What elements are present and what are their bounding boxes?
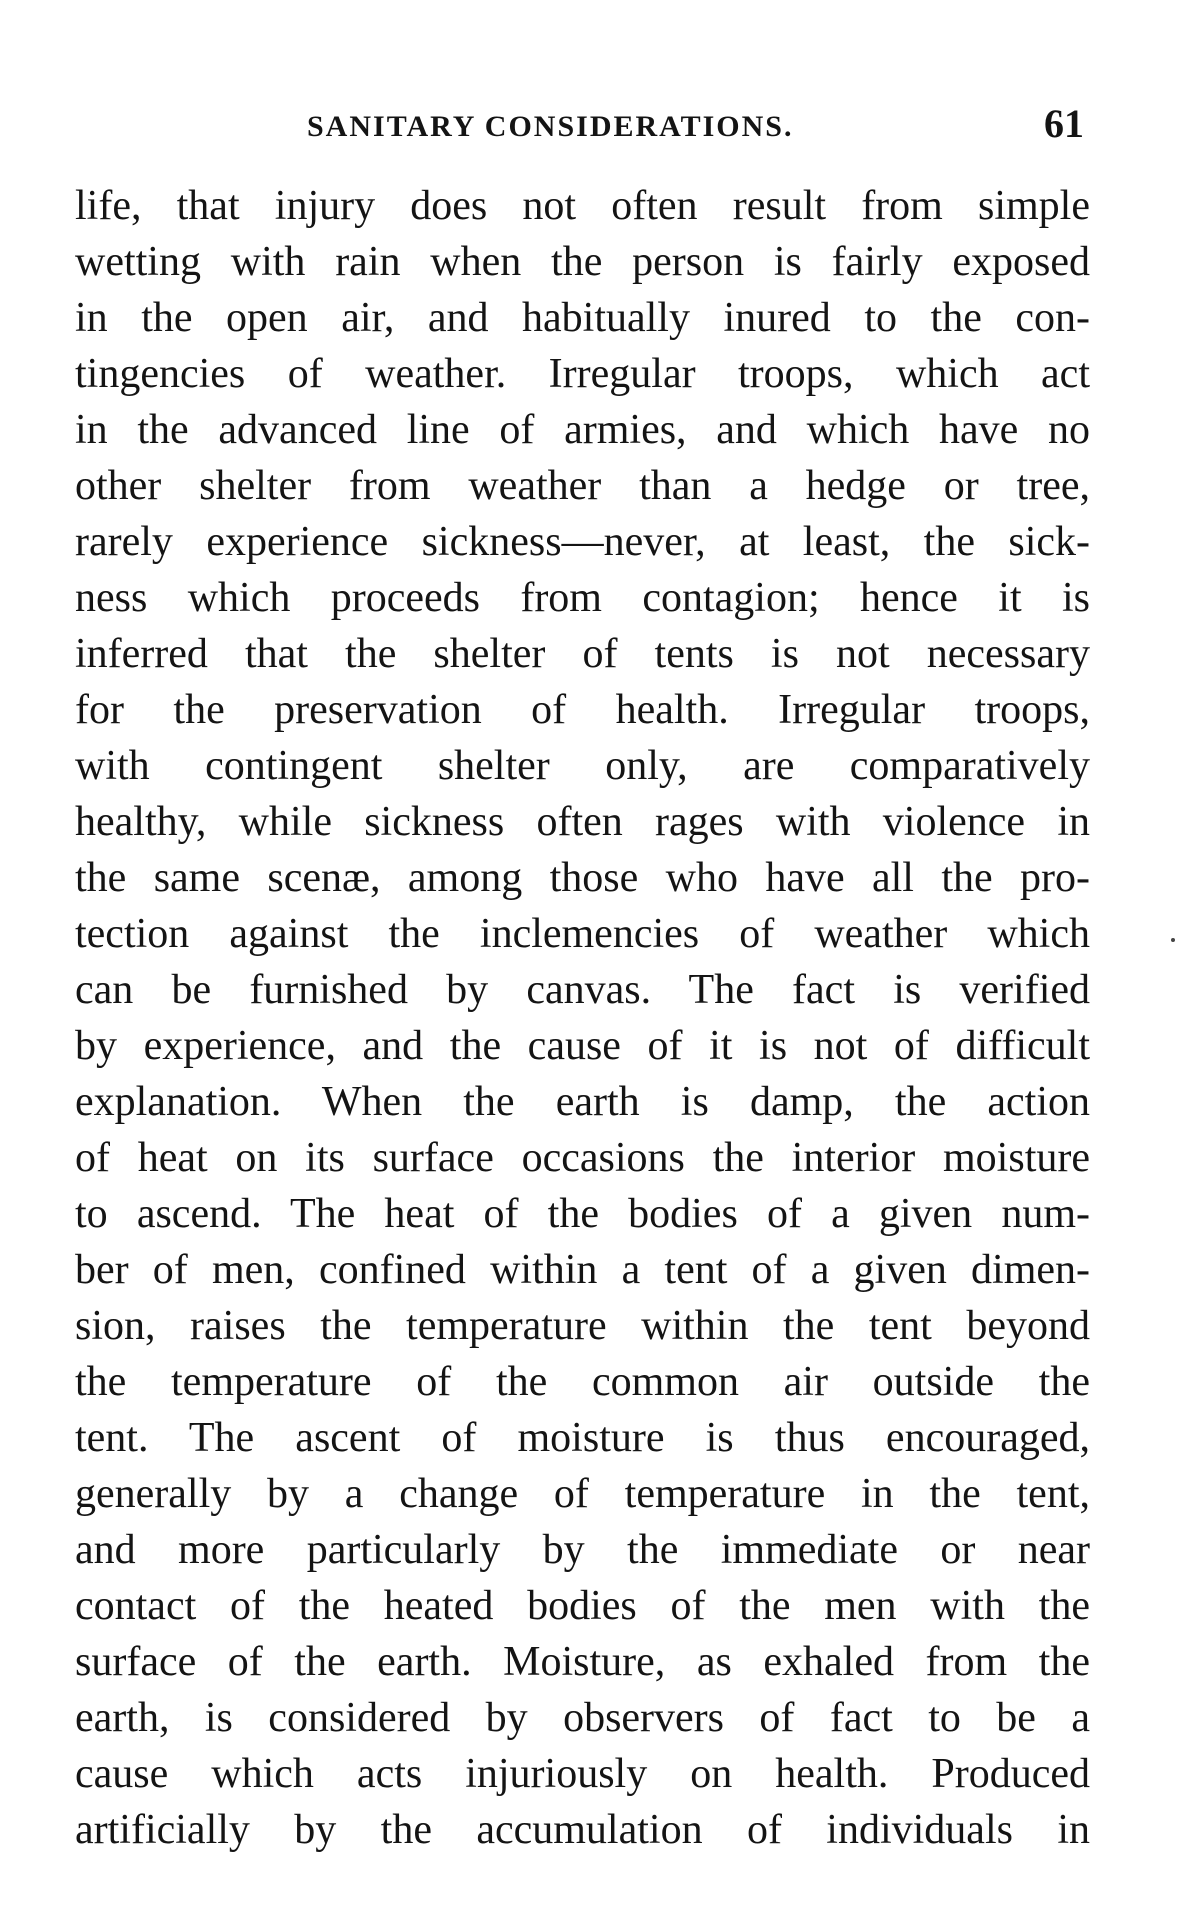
running-head [75, 100, 1090, 156]
text-line: rarely experience sickness—never, at least, the sick- [75, 519, 1090, 565]
text-line: for the preservation of health. Irregular troops, [75, 687, 1090, 733]
text-line: life, that injury does not often result from simple [75, 183, 1090, 229]
text-line: of heat on its surface occasions the interior moisture [75, 1135, 1090, 1181]
text-line: to ascend. The heat of the bodies of a given num- [75, 1191, 1090, 1237]
running-title: SANITARY CONSIDERATIONS. [307, 110, 794, 143]
text-line: by experience, and the cause of it is not of difficult [75, 1023, 1090, 1069]
text-line: ness which proceeds from contagion; hence it is [75, 575, 1090, 621]
text-line: contact of the heated bodies of the men with the [75, 1583, 1090, 1629]
text-line: tingencies of weather. Irregular troops, which act [75, 351, 1090, 397]
text-line: with contingent shelter only, are comparatively [75, 743, 1090, 789]
page-number: 61 [1044, 101, 1084, 146]
body-text [75, 178, 1090, 1858]
text-line: inferred that the shelter of tents is not necessary [75, 631, 1090, 677]
text-line: generally by a change of temperature in the tent, [75, 1471, 1090, 1517]
text-line: cause which acts injuriously on health. Produced [75, 1751, 1090, 1797]
text-line: earth, is considered by observers of fact to be a [75, 1695, 1090, 1741]
text-line: tent. The ascent of moisture is thus encouraged, [75, 1415, 1090, 1461]
text-line: in the advanced line of armies, and which have no [75, 407, 1090, 453]
text-line: the temperature of the common air outside the [75, 1359, 1090, 1405]
text-line: wetting with rain when the person is fairly exposed [75, 239, 1090, 285]
text-line: surface of the earth. Moisture, as exhaled from the [75, 1639, 1090, 1685]
text-line: ber of men, confined within a tent of a given dimen- [75, 1247, 1090, 1293]
text-line: the same scenæ, among those who have all the pro- [75, 855, 1090, 901]
text-line: healthy, while sickness often rages with violence in [75, 799, 1090, 845]
text-line: tection against the inclemencies of weather which [75, 911, 1090, 957]
text-line: in the open air, and habitually inured to the con- [75, 295, 1090, 341]
text-line: sion, raises the temperature within the tent beyond [75, 1303, 1090, 1349]
margin-speck [1171, 938, 1175, 942]
text-line: artificially by the accumulation of individuals in [75, 1807, 1090, 1853]
text-line: can be furnished by canvas. The fact is verified [75, 967, 1090, 1013]
text-line: explanation. When the earth is damp, the action [75, 1079, 1090, 1125]
text-line: and more particularly by the immediate or near [75, 1527, 1090, 1573]
text-line: other shelter from weather than a hedge or tree, [75, 463, 1090, 509]
